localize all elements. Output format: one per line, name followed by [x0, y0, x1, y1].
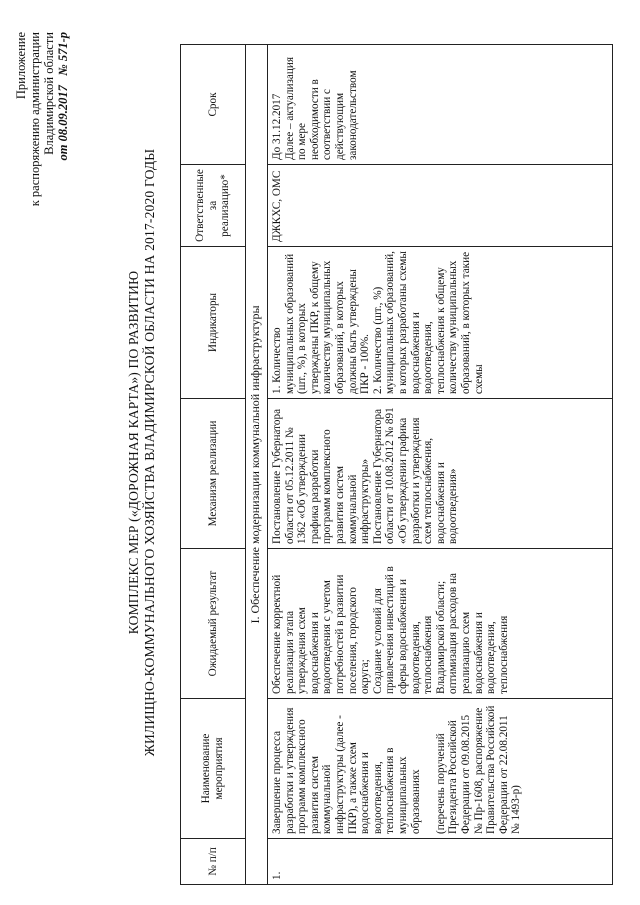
- cell-number: 1.: [268, 839, 613, 885]
- appendix-block: [14, 32, 70, 206]
- appendix-number: 571-р: [56, 32, 70, 62]
- table-header-row: [181, 45, 246, 885]
- column-header-responsible: Ответственные за реализацию*: [181, 165, 246, 247]
- appendix-region: Владимирской области: [42, 32, 56, 155]
- document-title: [126, 0, 158, 905]
- column-header-result: Ожидаемый результат: [181, 549, 246, 699]
- document-title-line1: КОМПЛЕКС МЕР («ДОРОЖНАЯ КАРТА») ПО РАЗВИТИЮ: [126, 270, 141, 635]
- table-row: [268, 45, 613, 885]
- cell-deadline: До 31.12.2017 Далее – актуализация по мере необходимости в соответствии с действующим законодательством: [268, 45, 613, 165]
- appendix-label: Приложение: [14, 32, 28, 100]
- column-header-deadline: Срок: [181, 45, 246, 165]
- cell-indicators: 1. Количество муниципальных образований (шт., %), в которых утверждены ПКР, к общему количеству муниципальных образований, в которых должны быть утверждены ПКР - 100%. 2. Количество (шт., %) муниципальных образований, в которых разработаны схемы водоснабжения и водоотведения, теплоснабжения к общему количеству муниципальных образований, в которых такие схемы: [268, 247, 613, 399]
- column-header-number: № п/п: [181, 839, 246, 885]
- column-header-name: Наименование мероприятия: [181, 699, 246, 839]
- section-title: I. Обеспечение модернизации коммунальной инфраструктуры: [246, 45, 268, 885]
- cell-responsible: ДЖКХС, ОМС: [268, 165, 613, 247]
- section-row: [246, 45, 268, 885]
- column-header-mechanism: Механизм реализации: [181, 399, 246, 549]
- column-header-indicators: Индикаторы: [181, 247, 246, 399]
- cell-result: Обеспечение корректной реализации этапа утверждения схем водоснабжения и водоотведения с учетом потребностей в развитии поселения, городского округа; Создание условий для привлечения инвестиций в сферы водоснабжения и водоотведения, теплоснабжения Владимирской области; оптимизация расходов на реализацию схем водоснабжения и водоотведения, теплоснабжения: [268, 549, 613, 699]
- appendix-date: 08.09.2017: [56, 85, 70, 142]
- cell-mechanism: Постановление Губернатора области от 05.12.2011 № 1362 «Об утверждении графика разработки программ комплексного развития систем коммунальной инфраструктуры» Постановление Губернатора области от 10.08.2012 № 891 «Об утверждении графика разработки и утверждения схем теплоснабжения, водоснабжения и водоотведения»: [268, 399, 613, 549]
- appendix-order-ref: к распоряжению администрации: [28, 32, 42, 207]
- roadmap-table: [180, 44, 613, 885]
- appendix-date-number: от 08.09.2017 № 571-р: [56, 32, 70, 161]
- document-title-line2: ЖИЛИЩНО-КОММУНАЛЬНОГО ХОЗЯЙСТВА ВЛАДИМИРСКОЙ ОБЛАСТИ НА 2017-2020 ГОДЫ: [142, 148, 157, 757]
- cell-name: Завершение процесса разработки и утверждения программ комплексного развития систем коммунальной инфраструктуры (далее - ПКР), а также схем водоснабжения и водоотведения, теплоснабжения в муниципальных образованиях (перечень поручений Президента Российской Федерации от 09.08.2015 № Пр-1608, распоряжение Правительства Российской Федерации от 22.08.2011 № 1493-р): [268, 699, 613, 839]
